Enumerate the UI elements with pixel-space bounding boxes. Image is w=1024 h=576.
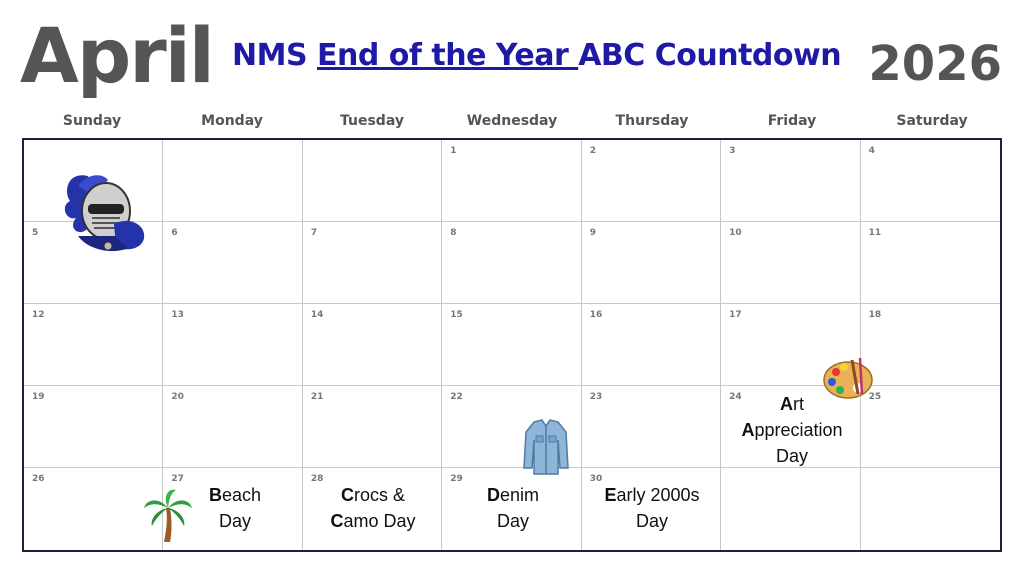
month-title: April — [20, 11, 213, 100]
calendar-day-cell — [721, 140, 860, 222]
day-number: 23 — [589, 392, 603, 402]
palm-tree-icon — [142, 488, 194, 544]
calendar-day-cell — [721, 222, 860, 304]
title-prefix: NMS — [232, 38, 318, 73]
day-number: 28 — [310, 474, 324, 484]
event-early-2000s-day: Early 2000s Day — [604, 485, 700, 531]
dow-saturday: Saturday — [896, 113, 968, 129]
day-number: 3 — [729, 146, 736, 156]
day-number: 6 — [171, 228, 178, 238]
calendar-day-cell — [861, 222, 1000, 304]
day-number: 2 — [589, 146, 596, 156]
denim-jacket-icon — [522, 418, 570, 476]
dow-thursday: Thursday — [615, 113, 689, 129]
calendar-day-cell — [861, 304, 1000, 386]
calendar-day-cell — [582, 304, 721, 386]
calendar-day-cell — [163, 140, 302, 222]
day-number: 29 — [450, 474, 463, 484]
dow-tuesday: Tuesday — [340, 113, 404, 129]
calendar-day-cell — [861, 140, 1000, 222]
calendar-day-cell — [582, 386, 721, 468]
dow-friday: Friday — [767, 113, 817, 129]
day-number: 7 — [310, 228, 318, 238]
calendar-day-cell — [303, 140, 442, 222]
calendar-day-cell — [163, 304, 302, 386]
day-number: 12 — [32, 310, 45, 320]
day-number: 1 — [450, 146, 457, 156]
calendar-day-cell — [303, 222, 442, 304]
title-suffix: ABC Countdown — [578, 38, 842, 73]
dow-monday: Monday — [201, 113, 263, 129]
day-number: 16 — [589, 310, 603, 320]
day-number: 9 — [589, 228, 596, 238]
calendar-day-cell — [163, 386, 302, 468]
calendar-day-cell — [582, 222, 721, 304]
dow-sunday: Sunday — [62, 113, 122, 129]
calendar-day-cell — [24, 386, 163, 468]
calendar-day-cell — [861, 386, 1000, 468]
day-number: 4 — [868, 146, 875, 156]
event-crocs-camo-day: Crocs & Camo Day — [330, 485, 416, 531]
day-number: 15 — [450, 310, 463, 320]
day-number: 11 — [868, 228, 882, 238]
calendar-day-cell — [303, 386, 442, 468]
event-art-appreciation-day: Art Appreciation Day — [741, 394, 843, 466]
calendar-day-cell — [861, 468, 1000, 550]
title-underlined: End of the Year — [317, 38, 579, 73]
knight-mascot-icon — [58, 166, 150, 256]
day-number: 8 — [450, 228, 457, 238]
day-number: 22 — [450, 392, 463, 402]
calendar-day-cell — [442, 304, 581, 386]
calendar-day-cell — [442, 140, 581, 222]
day-number: 13 — [171, 310, 184, 320]
calendar-day-cell — [163, 222, 302, 304]
event-denim-day: Denim Day — [486, 485, 539, 531]
day-number: 19 — [32, 392, 45, 402]
dow-wednesday: Wednesday — [466, 113, 558, 129]
day-number: 30 — [589, 474, 603, 484]
day-number: 18 — [868, 310, 882, 320]
calendar-day-cell — [582, 140, 721, 222]
calendar-day-cell — [442, 222, 581, 304]
day-number: 21 — [310, 392, 324, 402]
day-number: 14 — [310, 310, 324, 320]
day-number: 27 — [171, 474, 184, 484]
day-number: 10 — [729, 228, 742, 238]
day-number: 17 — [729, 310, 742, 320]
day-number: 26 — [32, 474, 45, 484]
day-number: 5 — [32, 228, 39, 238]
calendar-day-cell — [24, 304, 163, 386]
calendar-day-cell — [721, 468, 860, 550]
day-number: 20 — [171, 392, 184, 402]
page-title — [232, 38, 841, 74]
day-number: 24 — [729, 392, 742, 402]
event-beach-day: Beach Day — [208, 485, 262, 531]
year-label: 2026 — [868, 36, 1002, 92]
paint-palette-icon — [822, 354, 874, 402]
day-number: 25 — [868, 392, 882, 402]
day-of-week-header — [22, 113, 1002, 129]
calendar-day-cell — [303, 304, 442, 386]
